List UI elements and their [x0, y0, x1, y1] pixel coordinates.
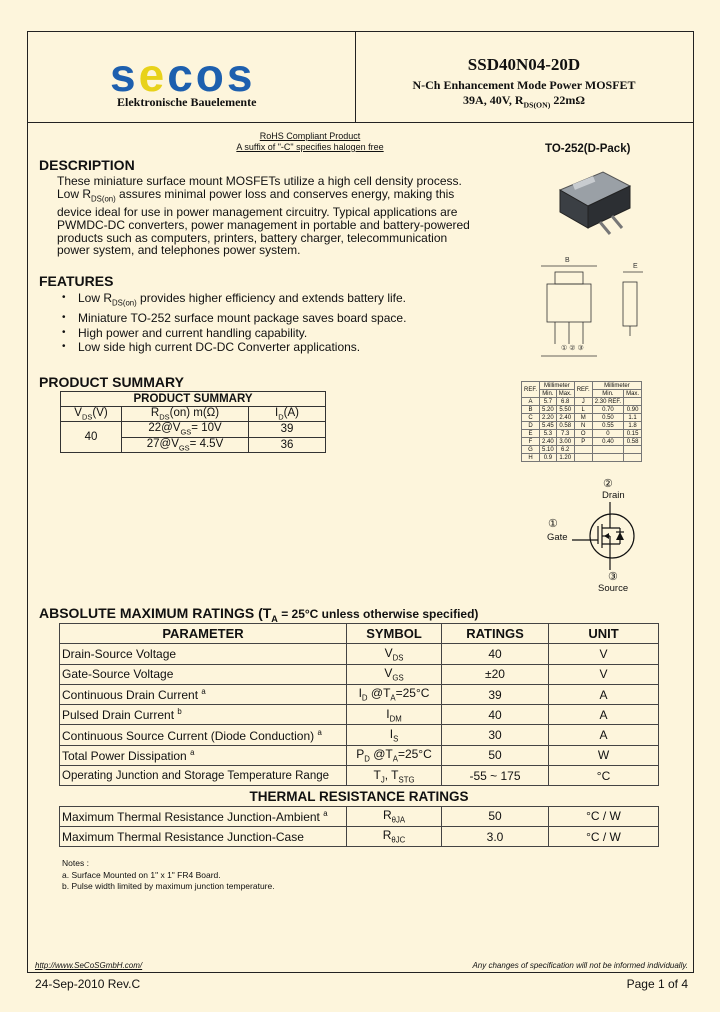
table-row: Total Power Dissipation $^a$ $P_D$ $@T_A=25^\circ C$ 50 W [60, 745, 659, 765]
mosfet-symbol-icon [572, 500, 652, 572]
part-spec: 39A, 40V, $R_{DS(ON)}$ 22mΩ [463, 93, 585, 110]
product-summary-title: PRODUCT SUMMARY [39, 374, 184, 390]
features-list [62, 291, 406, 355]
svg-text:① ② ③: ① ② ③ [561, 345, 584, 352]
features-title: FEATURES [39, 273, 114, 289]
feature-item: • Low $R_{DS(on)}$ provides higher efficiency and extends battery life. [62, 291, 406, 311]
dim-row: B 5.20 5.50 L 0.70 0.90 [522, 406, 642, 414]
dim-row: F 2.40 3.00 P 0.40 0.58 [522, 438, 642, 446]
part-description: N-Ch Enhancement Mode Power MOSFET [412, 78, 636, 92]
dim-row: A 5.7 6.8 J 2.30 REF. [522, 398, 642, 406]
package-title: TO-252(D-Pack) [545, 143, 631, 155]
table-row: Pulsed Drain Current $^b$ $I_{DM}$ 40 A [60, 705, 659, 725]
product-summary-table: PRODUCT SUMMARY $V_{DS}(V)$ $R_{DS}(on)$ m(Ω) $I_D(A)$ 40 $22@V_{GS}= 10V$ 39 $27@V_{GS}= 4.5V$ 36 [60, 391, 326, 453]
dimension-table: REF. Millimeter REF. Millimeter Min. Max. Min. Max. A 5.7 6.8 J 2.30 REF. B 5.20 5.50 L 0.70 0.90 C 2.20 2.40 M 0.50 1.1 D 5.45 0.58 N 0.55 1.8 E 5.3 7.3 O 0 0.15 F 2.40 3.00 P 0.40 0.58 G 5.10 6.2 H 0.9 1.20 [521, 381, 642, 462]
company-logo: secos [110, 49, 256, 101]
drain-pin-num: ② [603, 478, 613, 490]
dim-row: G 5.10 6.2 [522, 446, 642, 454]
dim-row: C 2.20 2.40 M 0.50 1.1 [522, 414, 642, 422]
revision-date: 24-Sep-2010 Rev.C [35, 977, 141, 991]
gate-pin-num: ① [548, 518, 558, 530]
disclaimer: Any changes of specification will not be informed individually. [472, 961, 688, 970]
amr-title: ABSOLUTE MAXIMUM RATINGS ($T_A = 25^\circ C$ unless otherwise specified) [39, 605, 479, 624]
halogen-note: A suffix of "-C" specifies halogen free [236, 142, 384, 152]
feature-item: • Miniature TO-252 surface mount package saves board space. [62, 311, 406, 326]
description-text: These miniature surface mount MOSFETs utilize a high cell density process. Low $R_{DS(on)}$ assures minimal power loss and conserves energy, making this device ideal for use in power management circuitry. Typical applications are PWMDC-DC converters, power management in portable and battery-powered products such as computers, printers, battery charger, telecommunication power system, and telephones power system. [57, 174, 470, 258]
svg-text:E: E [633, 263, 638, 270]
gate-label: Gate [547, 532, 568, 543]
drain-label: Drain [602, 490, 625, 501]
source-pin-num: ③ [608, 571, 618, 583]
dim-row: E 5.3 7.3 O 0 0.15 [522, 430, 642, 438]
table-row: Gate-Source Voltage $V_{GS}$ ±20 V [60, 664, 659, 684]
table-row: Continuous Drain Current $^a$ $I_D$ $@T_A=25^\circ C$ 39 A [60, 684, 659, 704]
part-number: SSD40N04-20D [467, 55, 581, 74]
website-link[interactable]: http://www.SeCoSGmbH.com/ [35, 961, 143, 970]
table-row: Continuous Source Current (Diode Conduction) $^a$ $I_S$ 30 A [60, 725, 659, 745]
ratings-table: PARAMETER SYMBOL RATINGS UNIT Drain-Source Voltage $V_{DS}$ 40 V Gate-Source Voltage $V_{GS}$ ±20 V Continuous Drain Current $^a$ $I_D$ $@T_A=25^\circ C$ 39 A Pulsed Drain Current $^b$ $I_{DM}$ 40 A Continuous Source Current (Diode Conduction) $^a$ $I_S$ 30 A Total Power Dissipation $^a$ $P_D$ $@T_A=25^\circ C$ 50 W Operating Junction and Storage Temperature Range $T_J$, $T_{STG}$ -55 ~ 175 °C THERMAL RESISTANCE RATINGS Maximum Thermal Resistance Junction-Ambient $^a$ $R_{\theta JA}$ 50 °C / W Maximum Thermal Resistance Junction-Case $R_{\theta JC}$ 3.0 °C / W [59, 623, 659, 847]
notes: Notes : a. Surface Mounted on 1" x 1" FR4 Board. b. Pulse width limited by maximum junction temperature. [62, 858, 275, 891]
package-outline-drawing [527, 252, 687, 370]
feature-item: • Low side high current DC-DC Converter applications. [62, 340, 406, 355]
package-3d-image [548, 160, 638, 242]
table-row: Maximum Thermal Resistance Junction-Ambient $^a$ $R_{\theta JA}$ 50 °C / W [60, 806, 659, 826]
svg-text:B: B [565, 257, 570, 264]
dim-row: D 5.45 0.58 N 0.55 1.8 [522, 422, 642, 430]
header-divider [27, 122, 693, 123]
table-row: Operating Junction and Storage Temperature Range $T_J$, $T_{STG}$ -55 ~ 175 °C [60, 766, 659, 786]
dim-row: H 0.9 1.20 [522, 454, 642, 462]
description-title: DESCRIPTION [39, 157, 135, 173]
table-row: Maximum Thermal Resistance Junction-Case $R_{\theta JC}$ 3.0 °C / W [60, 826, 659, 846]
page-number: Page 1 of 4 [626, 977, 688, 991]
feature-item: • High power and current handling capability. [62, 326, 406, 341]
logo-subtitle: Elektronische Bauelemente [117, 95, 257, 109]
table-row: Drain-Source Voltage $V_{DS}$ 40 V [60, 644, 659, 664]
source-label: Source [598, 583, 629, 594]
rohs-note: RoHS Compliant Product [259, 131, 361, 141]
